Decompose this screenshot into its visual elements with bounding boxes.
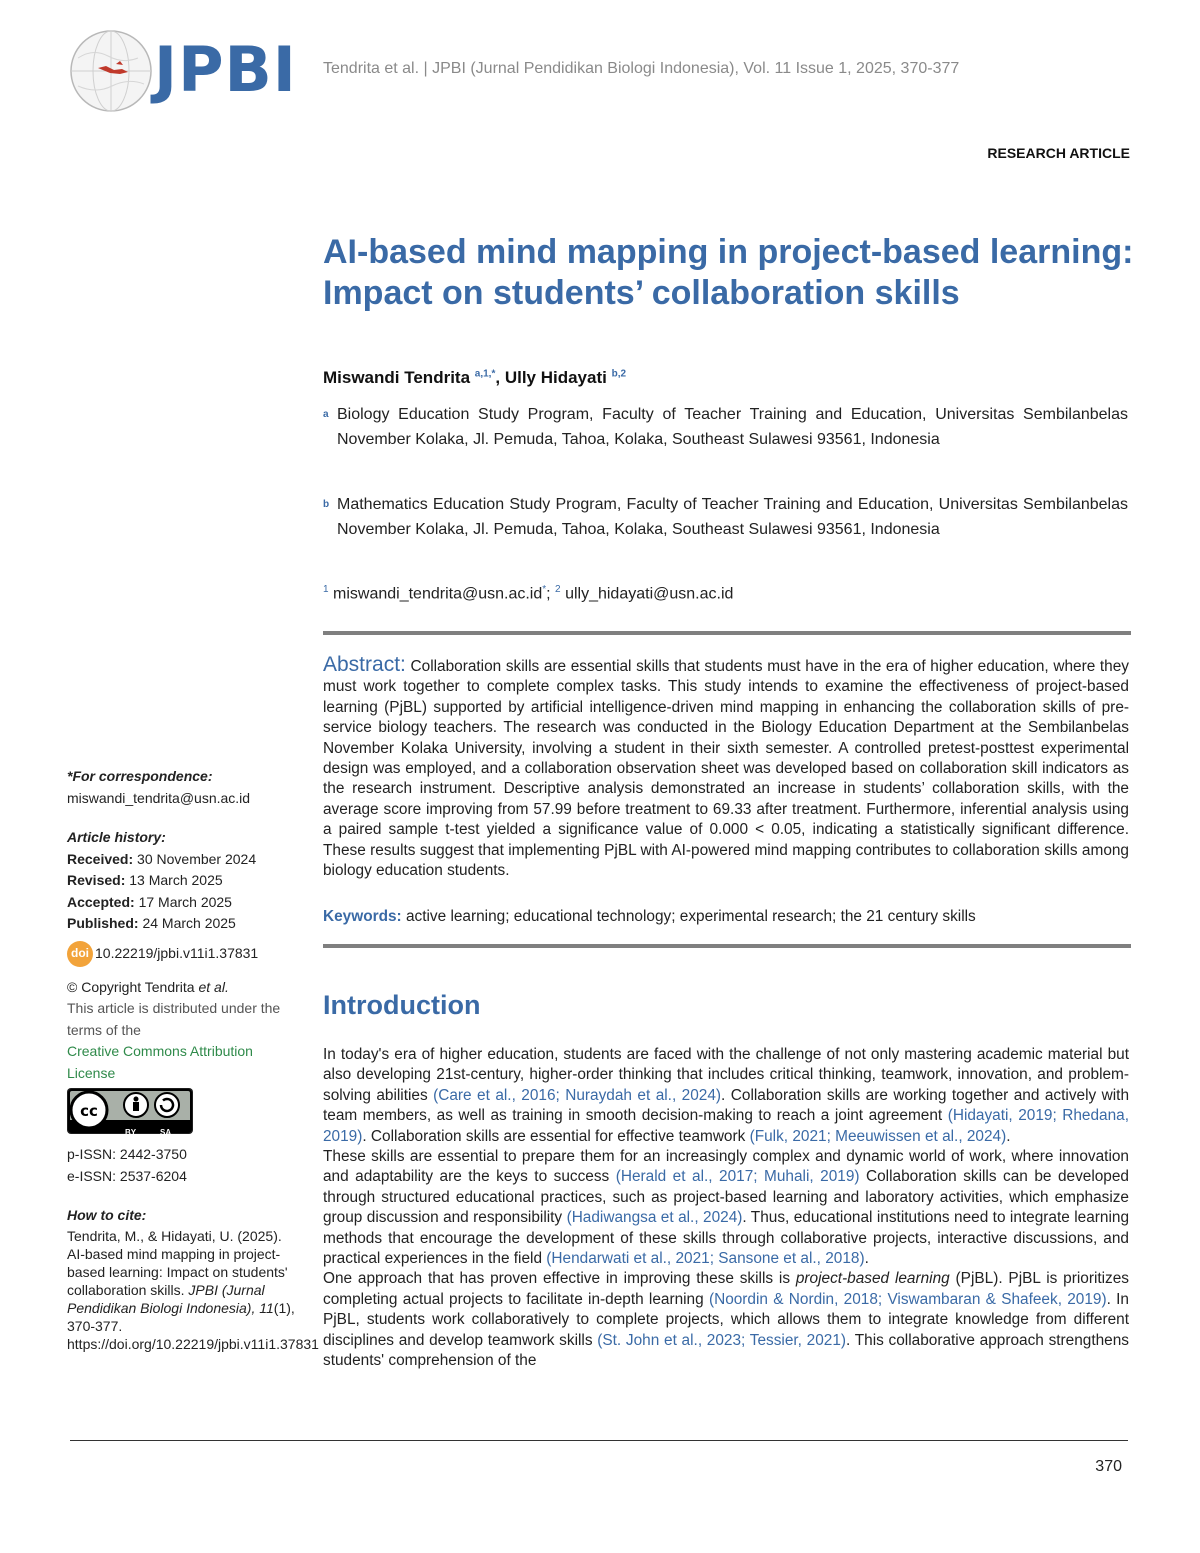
- citation-link[interactable]: (Care et al., 2016; Nuraydah et al., 2024): [433, 1086, 722, 1104]
- corresponding-mark: *: [542, 584, 547, 595]
- citation-link[interactable]: (Hidayati, 2019; Rhedana, 2019): [323, 1107, 1129, 1145]
- svg-text:cc: cc: [80, 1102, 98, 1120]
- author-name: Ully Hidayati: [504, 368, 607, 387]
- citation-link[interactable]: (Hadiwangsa et al., 2024): [566, 1209, 743, 1227]
- article-sidebar: [67, 766, 319, 1353]
- citation-link[interactable]: (Hendarwati et al., 2021; Sansone et al., 2018): [546, 1250, 865, 1268]
- abstract-label: Abstract:: [323, 653, 406, 676]
- affiliation-text: Biology Education Study Program, Faculty of Teacher Training and Education, Universitas Sembilanbelas November Kolaka, Jl. Pemuda, Tahoa, Kolaka, Southeast Sulawesi 93561, Indonesia: [337, 406, 1128, 448]
- history-label: Article history:: [67, 829, 166, 845]
- citation-link[interactable]: (Fulk, 2021; Meeuwissen et al., 2024): [749, 1127, 1007, 1145]
- cc-by-label: BY: [125, 1128, 137, 1137]
- email-link[interactable]: miswandi_tendrita@usn.ac.id: [333, 585, 543, 603]
- abstract: [323, 655, 1129, 881]
- copyright-etal: et al.: [198, 978, 229, 995]
- citation-journal: JPBI (Jurnal Pendidikan Biologi Indonesia), 11: [67, 1281, 274, 1316]
- section-heading: Introduction: [323, 990, 481, 1020]
- article-title: AI-based mind mapping in project-based learning: Impact on students’ collaboration skills: [323, 233, 1134, 312]
- text-run: . Thus, educational institutions need to integrate learning methods that encourage the development of these skills through collaborative projects, interactive discussions, and practical experiences in the field: [323, 1209, 1130, 1268]
- cc-by-sa-icon[interactable]: [67, 1088, 193, 1137]
- text-run: One approach that has proven effective in improving these skills is: [323, 1270, 796, 1288]
- paragraph: [323, 1147, 1129, 1269]
- keywords-label: Keywords:: [323, 908, 402, 925]
- received-label: Received:: [67, 850, 134, 867]
- emphasis-text: project-based learning: [795, 1270, 950, 1288]
- section-divider: [323, 944, 1131, 948]
- author-separator: ,: [495, 368, 505, 387]
- author-affiliation-mark: b,2: [611, 368, 627, 380]
- affiliation-mark: a: [323, 409, 329, 420]
- email-link[interactable]: ully_hidayati@usn.ac.id: [565, 585, 734, 603]
- keywords: [323, 908, 976, 926]
- history-accepted: [67, 892, 302, 914]
- text-run: These skills are essential to prepare them for an increasingly complex and dynamic world of work, where innovation and adaptability are the keys to success: [323, 1148, 1129, 1186]
- citation-link[interactable]: (St. John et al., 2023; Tessier, 2021): [597, 1331, 847, 1349]
- revised-date: 13 March 2025: [129, 872, 223, 888]
- citation-part: Tendrita, M., & Hidayati, U. (2025). AI-based mind mapping in project-based learning: Impact on students' collaboration skills.: [67, 1227, 288, 1298]
- affiliation-a: [323, 402, 1128, 452]
- page-number: 370: [1095, 1458, 1122, 1475]
- email-mark: 1: [323, 584, 329, 595]
- affiliation-mark: b: [323, 499, 330, 510]
- text-run: .: [1006, 1127, 1011, 1145]
- affiliation-b: [323, 492, 1128, 542]
- correspondence-email[interactable]: miswandi_tendrita@usn.ac.id: [67, 789, 251, 806]
- logo-text: JPBI: [154, 33, 297, 106]
- history-revised: [67, 870, 302, 892]
- accepted-label: Accepted:: [67, 893, 135, 910]
- copyright-icon: ©: [67, 978, 78, 995]
- paragraph: [323, 1045, 1129, 1147]
- email-separator: ;: [546, 585, 556, 603]
- doi-link[interactable]: 10.22219/jpbi.v11i1.37831: [95, 944, 259, 961]
- doi-icon: doi: [67, 941, 93, 967]
- text-run: In today's era of higher education, students are faced with the challenge of not only mastering academic material but also developing 21st-century, higher-order thinking that includes critical thinking, teamwork, innovation, and problem-solving abilities: [323, 1046, 1129, 1104]
- abstract-text: Collaboration skills are essential skills that students must have in the era of higher education, where they must work together to complete complex tasks. This study intends to examine the effectiveness of project-based learning (PjBL) supported by artificial intelligence-driven mind mapping in enhancing the collaboration skills of pre-service biology teachers. The research was conducted in the Biology Education Department at the Sembilanbelas November Kolaka University, involving a student in their sixth semester. A controlled pretest-posttest experimental design was employed, and a collaboration observation sheet was developed based on collaboration skill indicators as the research instrument. Descriptive analysis demonstrated an increase in students’ collaboration skills, with the average score improving from 57.99 before treatment to 69.33 after treatment. Furthermore, inferential analysis using a paired sample t-test yielded a significance value of 0.000 < 0.05, indicating a statistically significant difference. These results suggest that implementing PjBL with AI-powered mind mapping contributes to collaboration skills among biology education students.: [323, 658, 1129, 880]
- citation-link[interactable]: (Noordin & Nordin, 2018; Viswambaran & Shafeek, 2019): [708, 1290, 1107, 1308]
- e-issn: e-ISSN: 2537-6204: [67, 1167, 187, 1184]
- author-name: Miswandi Tendrita: [323, 368, 471, 387]
- text-run: . Collaboration skills are essential for effective teamwork: [362, 1127, 750, 1145]
- received-date: 30 November 2024: [137, 850, 257, 867]
- affiliation-text: Mathematics Education Study Program, Faculty of Teacher Training and Education, Universitas Sembilanbelas November Kolaka, Jl. Pemuda, Tahoa, Kolaka, Southeast Sulawesi 93561, Indonesia: [337, 496, 1128, 538]
- globe-icon: [68, 28, 154, 114]
- accepted-date: 17 March 2025: [138, 893, 232, 910]
- published-date: 24 March 2025: [142, 915, 236, 931]
- history-published: [67, 913, 302, 935]
- section-divider: [323, 631, 1131, 635]
- email-mark: 2: [555, 584, 561, 595]
- keywords-text: active learning; educational technology; experimental research; the 21 century skills: [405, 908, 976, 925]
- cc-sa-label: SA: [160, 1128, 172, 1137]
- license-link[interactable]: Creative Commons Attribution License: [67, 1043, 253, 1081]
- cite-label: How to cite:: [67, 1207, 147, 1223]
- citation-text: [67, 1227, 319, 1353]
- text-run: . Collaboration skills are working together and actively with team members, as well as training in smooth decision-making to reach a joint agreement: [323, 1086, 1130, 1125]
- text-run: (PjBL). PjBL is prioritizes completing actual projects to facilitate in-depth learning: [323, 1270, 1130, 1308]
- text-run: . This collaborative approach strengthens students' comprehension of the: [323, 1331, 1129, 1370]
- license-text: This article is distributed under the terms of the: [67, 1000, 281, 1038]
- history-received: [67, 849, 302, 871]
- citation-link[interactable]: (Herald et al., 2017; Muhali, 2019): [615, 1168, 860, 1186]
- published-label: Published:: [67, 915, 139, 931]
- footer-divider: [70, 1440, 1128, 1441]
- copyright-line: [67, 977, 302, 999]
- running-head: Tendrita et al. | JPBI (Jurnal Pendidikan Biologi Indonesia), Vol. 11 Issue 1, 2025, 370-377: [323, 60, 960, 77]
- p-issn: p-ISSN: 2442-3750: [67, 1146, 187, 1162]
- copyright-text: Copyright Tendrita: [81, 978, 195, 995]
- introduction-body: [323, 1045, 1129, 1372]
- author-emails: [323, 584, 733, 603]
- doi-row: [67, 941, 302, 967]
- citation-part: (1), 370-377. https://doi.org/10.22219/jpbi.v11i1.37831: [67, 1299, 319, 1352]
- paragraph: [323, 1269, 1129, 1371]
- correspondence-label: *For correspondence:: [67, 768, 213, 784]
- text-run: . In PjBL, students work collaboratively to complete projects, which allows them to integrate knowledge from different disciplines and develop teamwork skills: [323, 1290, 1129, 1349]
- text-run: .: [864, 1250, 869, 1268]
- author-affiliation-mark: a,1,*: [474, 368, 496, 380]
- text-run: Collaboration skills can be developed through structured educational practices, such as project-based learning and laboratory activities, which emphasize group discussion and responsibility: [323, 1168, 1129, 1227]
- journal-logo: [68, 28, 297, 108]
- author-list: [323, 368, 626, 388]
- article-type-label: RESEARCH ARTICLE: [987, 145, 1130, 161]
- revised-label: Revised:: [67, 872, 126, 888]
